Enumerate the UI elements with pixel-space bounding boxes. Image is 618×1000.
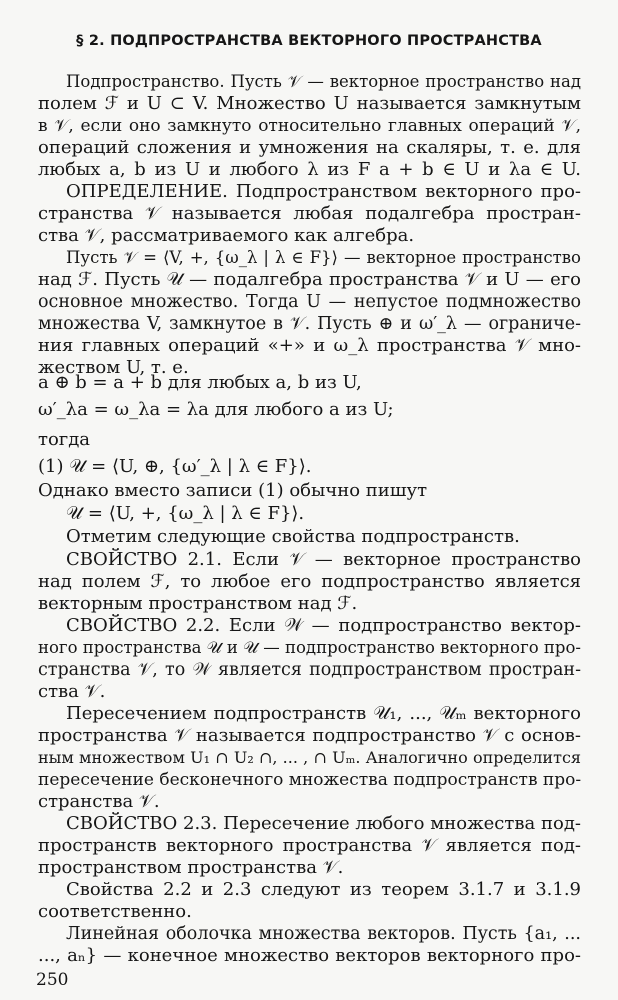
- text-line: пространства 𝒱 называется подпространство 𝒱 с основ-: [38, 725, 581, 746]
- text-line: СВОЙСТВО 2.1. Если 𝒱 — векторное пространство: [66, 549, 581, 570]
- text-line: ства 𝒱, рассматриваемого как алгебра.: [38, 225, 415, 246]
- formula-line: a ⊕ b = a + b для любых a, b из U,: [38, 372, 362, 393]
- text-line: Отметим следующие свойства подпространств.: [66, 526, 520, 547]
- text-line: в 𝒱, если оно замкнуто относительно главных операций 𝒱,: [38, 116, 581, 136]
- formula-line: 𝒰 = ⟨U, +, {ω_λ | λ ∈ F}⟩.: [66, 503, 305, 524]
- text-line: полем ℱ и U ⊂ V. Множество U называется замкнутым: [38, 93, 581, 114]
- text-line: СВОЙСТВО 2.3. Пересечение любого множества под-: [66, 813, 581, 834]
- page-number: 250: [36, 970, 69, 990]
- formula-line: ω′_λa = ω_λa = λa для любого a из U;: [38, 399, 394, 420]
- text-line: Свойства 2.2 и 2.3 следуют из теорем 3.1.7 и 3.1.9: [66, 879, 581, 900]
- text-line: ..., aₙ} — конечное множество векторов векторного про-: [38, 945, 581, 966]
- text-line: соответственно.: [38, 901, 192, 922]
- text-line: странства 𝒱.: [38, 791, 160, 812]
- text-line: странства 𝒱, то 𝒲 является подпространством простран-: [38, 660, 581, 680]
- text-line: Подпространство. Пусть 𝒱 — векторное пространство над: [66, 72, 581, 91]
- text-line: пространств векторного пространства 𝒱 является под-: [38, 835, 581, 856]
- text-line: операций сложения и умножения на скаляры, т. е. для: [38, 137, 581, 158]
- section-heading: § 2. ПОДПРОСТРАНСТВА ВЕКТОРНОГО ПРОСТРАНСТВА: [76, 33, 542, 49]
- text-line: векторным пространством над ℱ.: [38, 593, 358, 614]
- text-line: Пересечением подпространств 𝒰₁, ..., 𝒰ₘ векторного: [66, 703, 581, 724]
- text-line: над ℱ. Пусть 𝒰 — подалгебра пространства 𝒱 и U — его: [38, 269, 581, 290]
- text-line: Пусть 𝒱 = ⟨V, +, {ω_λ | λ ∈ F}⟩ — векторное пространство: [66, 248, 581, 267]
- text-line: Однако вместо записи (1) обычно пишут: [38, 480, 428, 501]
- formula-line: (1) 𝒰 = ⟨U, ⊕, {ω′_λ | λ ∈ F}⟩.: [38, 456, 312, 477]
- text-line: жеством U, т. е.: [38, 357, 189, 378]
- text-line: множества V, замкнутое в 𝒱. Пусть ⊕ и ω′_λ — ограниче-: [38, 314, 581, 334]
- text-line: любых a, b из U и любого λ из F a + b ∈ U и λa ∈ U.: [38, 159, 581, 180]
- text-line: странства 𝒱 называется любая подалгебра простран-: [38, 203, 581, 224]
- text-line: ного пространства 𝒰 и 𝒰 — подпространство векторного про-: [38, 638, 581, 657]
- text-line: СВОЙСТВО 2.2. Если 𝒲 — подпространство вектор-: [66, 615, 581, 636]
- text-line: над полем ℱ, то любое его подпространство является: [38, 571, 581, 592]
- text-line: пересечение бесконечного множества подпространств про-: [38, 770, 582, 790]
- text-line: пространством пространства 𝒱.: [38, 857, 344, 878]
- text-line: ства 𝒱.: [38, 681, 106, 702]
- text-line: ния главных операций «+» и ω_λ пространства 𝒱 мно-: [38, 335, 581, 356]
- text-line: ным множеством U₁ ∩ U₂ ∩, ... , ∩ Uₘ. Аналогично определится: [38, 748, 581, 767]
- text-line: основное множество. Тогда U — непустое подмножество: [38, 292, 581, 312]
- text-line: ОПРЕДЕЛЕНИЕ. Подпространством векторного про-: [66, 181, 581, 202]
- text-line: Линейная оболочка множества векторов. Пусть {a₁, ...: [66, 924, 581, 944]
- text-line: тогда: [38, 429, 91, 450]
